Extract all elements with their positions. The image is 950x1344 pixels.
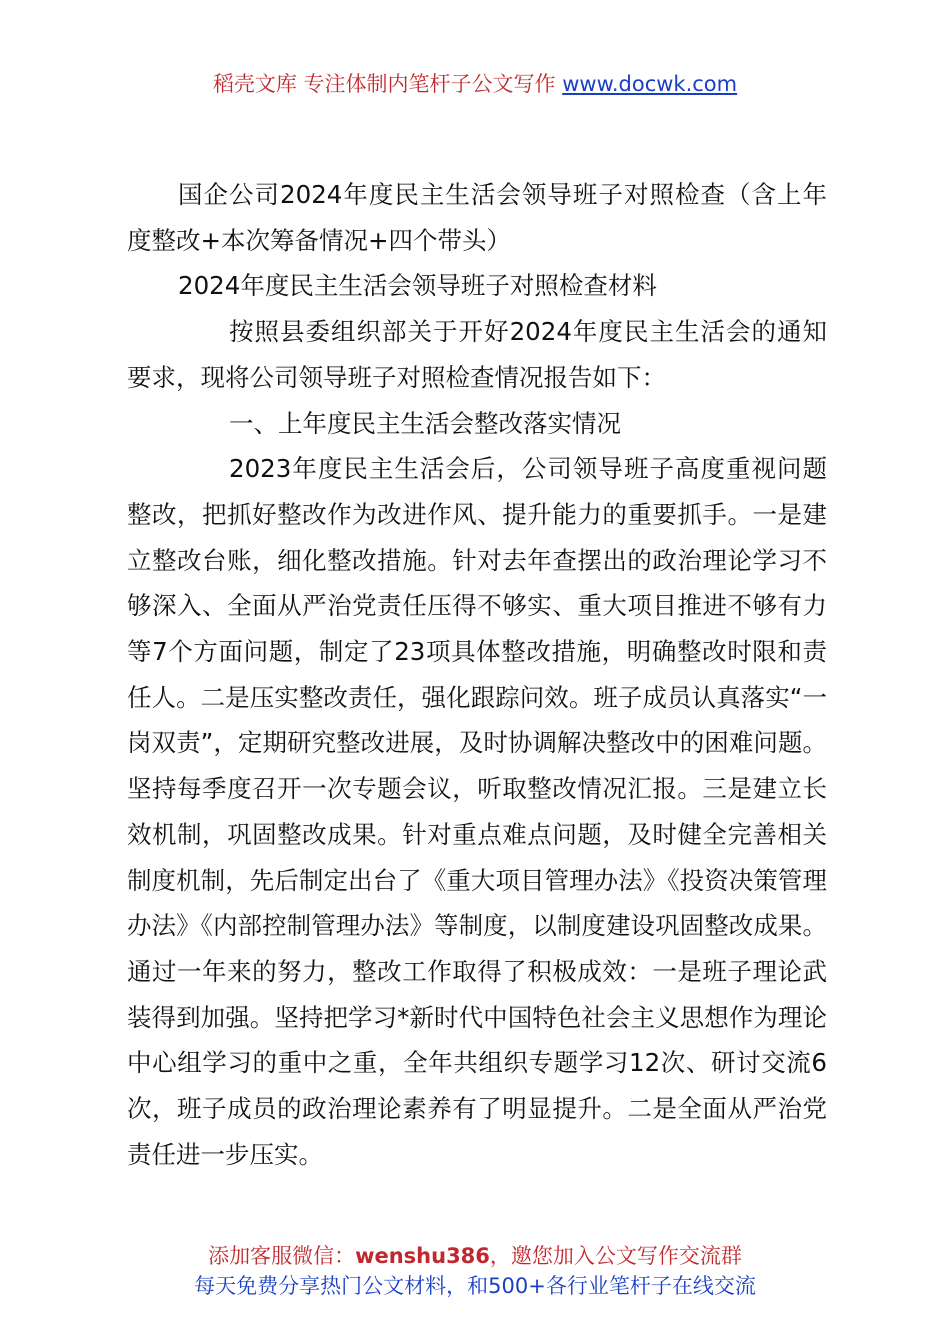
page-header (0, 70, 950, 98)
intro-paragraph: 按照县委组织部关于开好2024年度民主生活会的通知要求，现将公司领导班子对照检查情况报告如下： (127, 317, 827, 392)
page-footer (0, 1241, 950, 1301)
footer-line1 (0, 1241, 950, 1271)
section1-heading: 一、上年度民主生活会整改落实情况 (229, 408, 621, 438)
header-brand: 稻壳文库 专注体制内笔杆子公文写作 (212, 72, 556, 96)
document-title: 国企公司2024年度民主生活会领导班子对照检查（含上年度整改+本次筹备情况+四个带头） (127, 180, 827, 255)
footer-wechat-id: wenshu386 (355, 1244, 490, 1268)
document-subtitle: 2024年度民主生活会领导班子对照检查材料 (178, 271, 657, 301)
section1-body-paragraph: 2023年度民主生活会后，公司领导班子高度重视问题整改，把抓好整改作为改进作风、提升能力的重要抓手。一是建立整改台账，细化整改措施。针对去年查摆出的政治理论学习不够深入、全面从严治党责任压得不够实、重大项目推进不够有力等7个方面问题，制定了23项具体整改措施，明确整改时限和责任人。二是压实整改责任，强化跟踪问效。班子成员认真落实“一岗双责”，定期研究整改进展，及时协调解决整改中的困难问题。坚持每季度召开一次专题会议，听取整改情况汇报。三是建立长效机制，巩固整改成果。针对重点难点问题，及时健全完善相关制度机制，先后制定出台了《重大项目管理办法》《投资决策管理办法》《内部控制管理办法》等制度，以制度建设巩固整改成果。通过一年来的努力，整改工作取得了积极成效：一是班子理论武装得到加强。坚持把学习*新时代中国特色社会主义思想作为理论中心组学习的重中之重，全年共组织专题学习12次、研讨交流6次，班子成员的政治理论素养有了明显提升。二是全面从严治党责任进一步压实。 (127, 454, 827, 1169)
footer-line2: 每天免费分享热门公文材料，和500+各行业笔杆子在线交流 (194, 1274, 756, 1298)
footer-wechat-suffix: ，邀您加入公文写作交流群 (489, 1244, 742, 1268)
document-body (127, 172, 827, 1177)
header-url-link[interactable]: www.docwk.com (562, 72, 738, 96)
footer-wechat-prefix: 添加客服微信： (208, 1244, 356, 1268)
